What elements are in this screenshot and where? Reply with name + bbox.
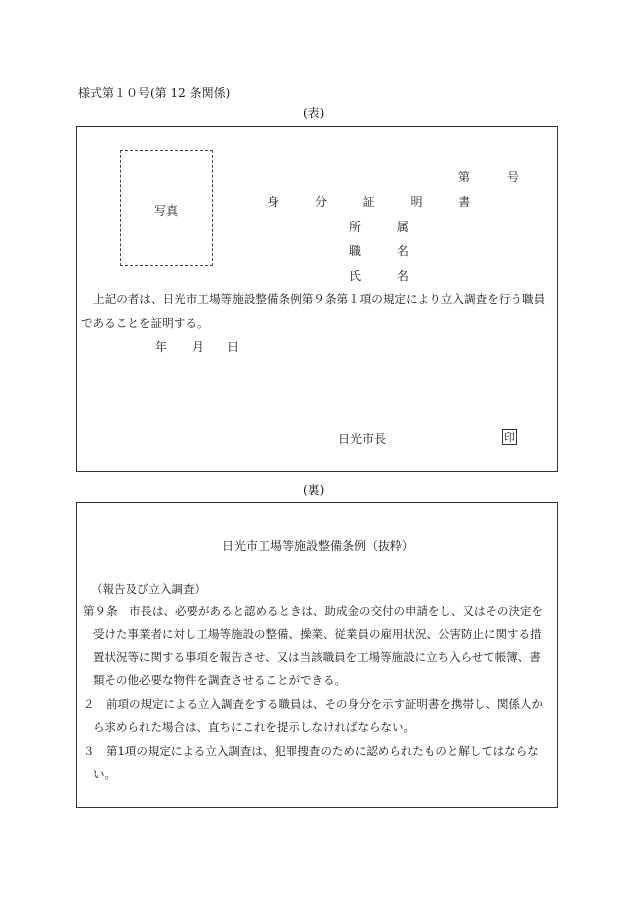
back-card (76, 502, 558, 808)
article-line: 類その他必要な物件を調査させることができる。 (93, 673, 346, 687)
date-month: 月 (192, 340, 205, 354)
card-title: 身 分 証 明 書 (267, 195, 487, 209)
date-day: 日 (227, 340, 240, 354)
photo-placeholder (120, 150, 213, 266)
certification-line-2: であることを証明する。 (81, 316, 209, 330)
seal-stamp: 印 (504, 431, 515, 444)
article-line: い。 (93, 767, 116, 781)
form-number: 様式第１０号(第 12 条関係) (78, 86, 231, 100)
article-line: ３ 第1項の規定による立入調査は、犯罪捜査のために認められたものと解してはならな (83, 744, 539, 758)
article-line: ２ 前項の規定による立入調査をする職員は、その身分を示す証明書を携帯し、関係人か (83, 697, 543, 711)
issuer: 日光市長 (338, 432, 387, 446)
article-line: 受けた事業者に対し工場等施設の整備、操業、従業員の雇用状況、公害防止に関する措 (93, 627, 542, 641)
date-year: 年 (155, 340, 168, 354)
front-label: (表) (303, 106, 325, 120)
photo-label: 写真 (154, 204, 179, 218)
certification-line-1: 上記の者は、日光市工場等施設整備条例第９条第１項の規定により立入調査を行う職員 (93, 292, 546, 306)
article-line: ら求められた場合は、直ちにこれを提示しなければならない。 (93, 720, 415, 734)
article-line: 第９条 市長は、必要があると認めるときは、助成金の交付の申請をし、又はその決定を (83, 604, 543, 618)
front-card (76, 126, 558, 472)
ordinance-title: 日光市工場等施設整備条例（抜粋） (222, 539, 415, 553)
back-label: (裏) (303, 483, 325, 497)
field-position: 職 名 (349, 244, 425, 258)
number-go: 号 (507, 170, 520, 184)
number-dai: 第 (458, 170, 471, 184)
field-affiliation: 所 属 (349, 220, 425, 234)
field-name: 氏 名 (349, 269, 425, 283)
article-heading: （報告及び立入調査） (91, 582, 206, 596)
article-line: 置状況等に関する事項を報告させ、又は当該職員を工場等施設に立ち入らせて帳簿、書 (93, 650, 541, 664)
